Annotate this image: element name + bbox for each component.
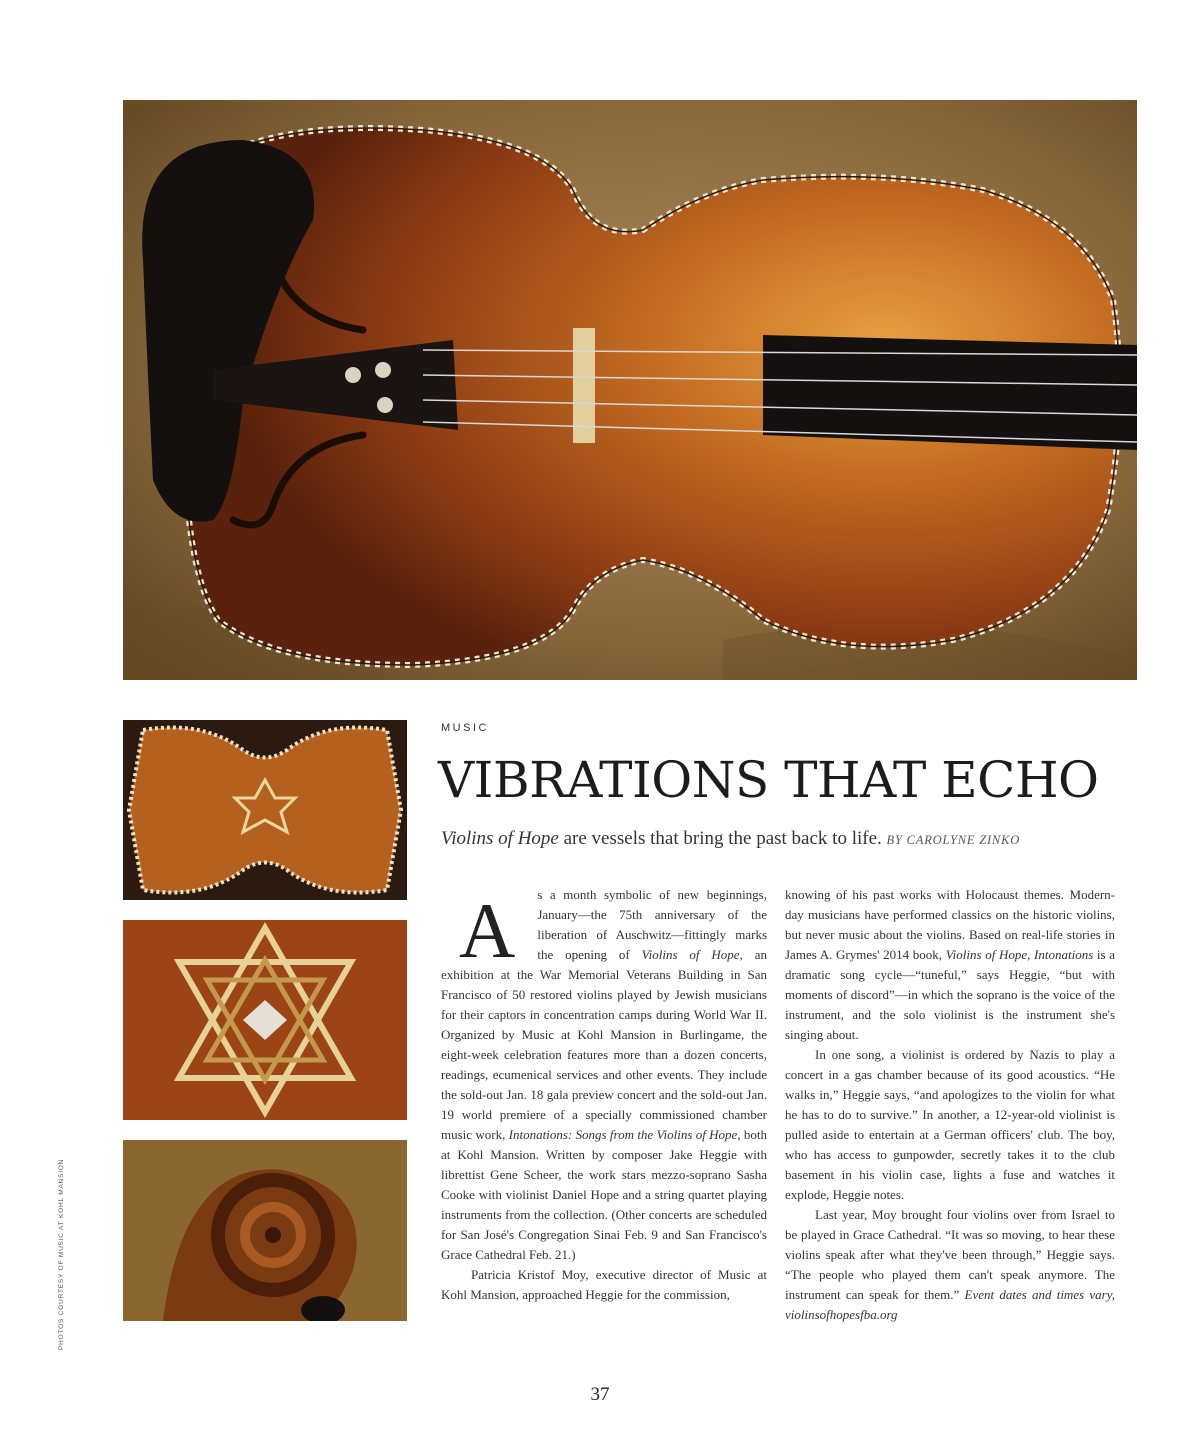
drop-cap: A: [459, 887, 516, 974]
article-paragraph-4: [785, 1205, 1115, 1325]
article-column-1: [441, 885, 767, 1305]
page-number: 37: [590, 1384, 610, 1405]
italic-text: Violins of Hope: [945, 947, 1028, 962]
text-run: , an exhibition at the War Memorial Veterans Building in San Francisco of 50 restored violins played by Jewish musicians for their captors in concentration camps during World War II. Organized by Music at Kohl Mansion in Burlingame, the eight-week celebration features more than a dozen concerts, readings, ecumenical services and other events. They include the sold-out Jan. 18 gala preview concert and the sold-out Jan. 19 world premiere of a specially commissioned chamber music work,: [441, 947, 767, 1142]
section-label: MUSIC: [441, 722, 489, 734]
article-column-2: [785, 885, 1115, 1325]
text-run: is a dramatic song cycle—“tuneful,” says Heggie, “but with moments of discord”—in which the soprano is the voice of the instrument, and the solo violinist is the instrument she's singing about.: [785, 947, 1116, 1042]
text-run: In one song, a violinist is ordered by Nazis to play a concert in a gas chamber because of its good acoustics. “He walks in,” Heggie says, “and apologizes to the violin for what he has to do to survive.” In another, a 12-year-old violinist is pulled aside to entertain at a German officers' club. The boy, who has access to gunpowder, secretly takes it to the club basement in his violin case, lights a fuse and watches it explode, Heggie notes.: [785, 1047, 1115, 1202]
dek-title: Violins of Hope: [441, 828, 559, 849]
violin-scroll-photo: [123, 1140, 407, 1321]
text-run: , both at Kohl Mansion. Written by composer Jake Heggie with librettist Gene Scheer, the work stars mezzo-soprano Sasha Cooke with violinist Daniel Hope and a string quartet playing instruments from the collection. (Other concerts are scheduled for San José's Congregation Sinai Feb. 9 and San Francisco's Grace Cathedral Feb. 21.): [441, 1127, 767, 1262]
byline: BY CAROLYNE ZINKO: [886, 833, 1021, 847]
dek-text: are vessels that bring the past back to life.: [558, 828, 887, 849]
text-run: Patricia Kristof Moy, executive director of Music at Kohl Mansion, approached Heggie for the commission,: [441, 1267, 767, 1302]
text-run: knowing of his past works with Holocaust themes. Modern-day musicians have performed classics on the historic violins, but never music about the violins. Based on real-life stories in James A. Grymes' 2014 book,: [785, 887, 1115, 962]
italic-text: Intonations: [1034, 947, 1094, 962]
article-paragraph-2: [441, 1265, 767, 1305]
hero-violin-photo: [123, 100, 1137, 680]
star-of-david-inlay-photo: [123, 920, 407, 1120]
headline: VIBRATIONS THAT ECHO: [438, 751, 1099, 809]
italic-text: Event dates and times vary, violinsofhopesfba.org: [785, 1287, 1115, 1322]
text-run: Last year, Moy brought four violins over from Israel to be played in Grace Cathedral. “It was so moving, to hear these violins speak after what they've been through,” Heggie says. “The people who played them can't speak anymore. The instrument can speak for them.”: [785, 1207, 1115, 1302]
italic-text: Violins of Hope: [641, 947, 740, 962]
violin-back-star-photo: [123, 720, 407, 900]
article-paragraph-2-continued: [785, 885, 1115, 1045]
text-run: s a month symbolic of new beginnings, January—the 75th anniversary of the liberation of Auschwitz—fittingly marks the opening of: [537, 887, 767, 962]
article-paragraph-1: [441, 885, 767, 1265]
italic-text: Intonations: Songs from the Violins of Hope: [508, 1127, 738, 1142]
article-paragraph-3: [785, 1045, 1115, 1205]
dek: [441, 828, 1020, 850]
text-run: ,: [1027, 947, 1035, 962]
photo-credit: PHOTOS COURTESY OF MUSIC AT KOHL MANSION: [58, 1158, 65, 1350]
